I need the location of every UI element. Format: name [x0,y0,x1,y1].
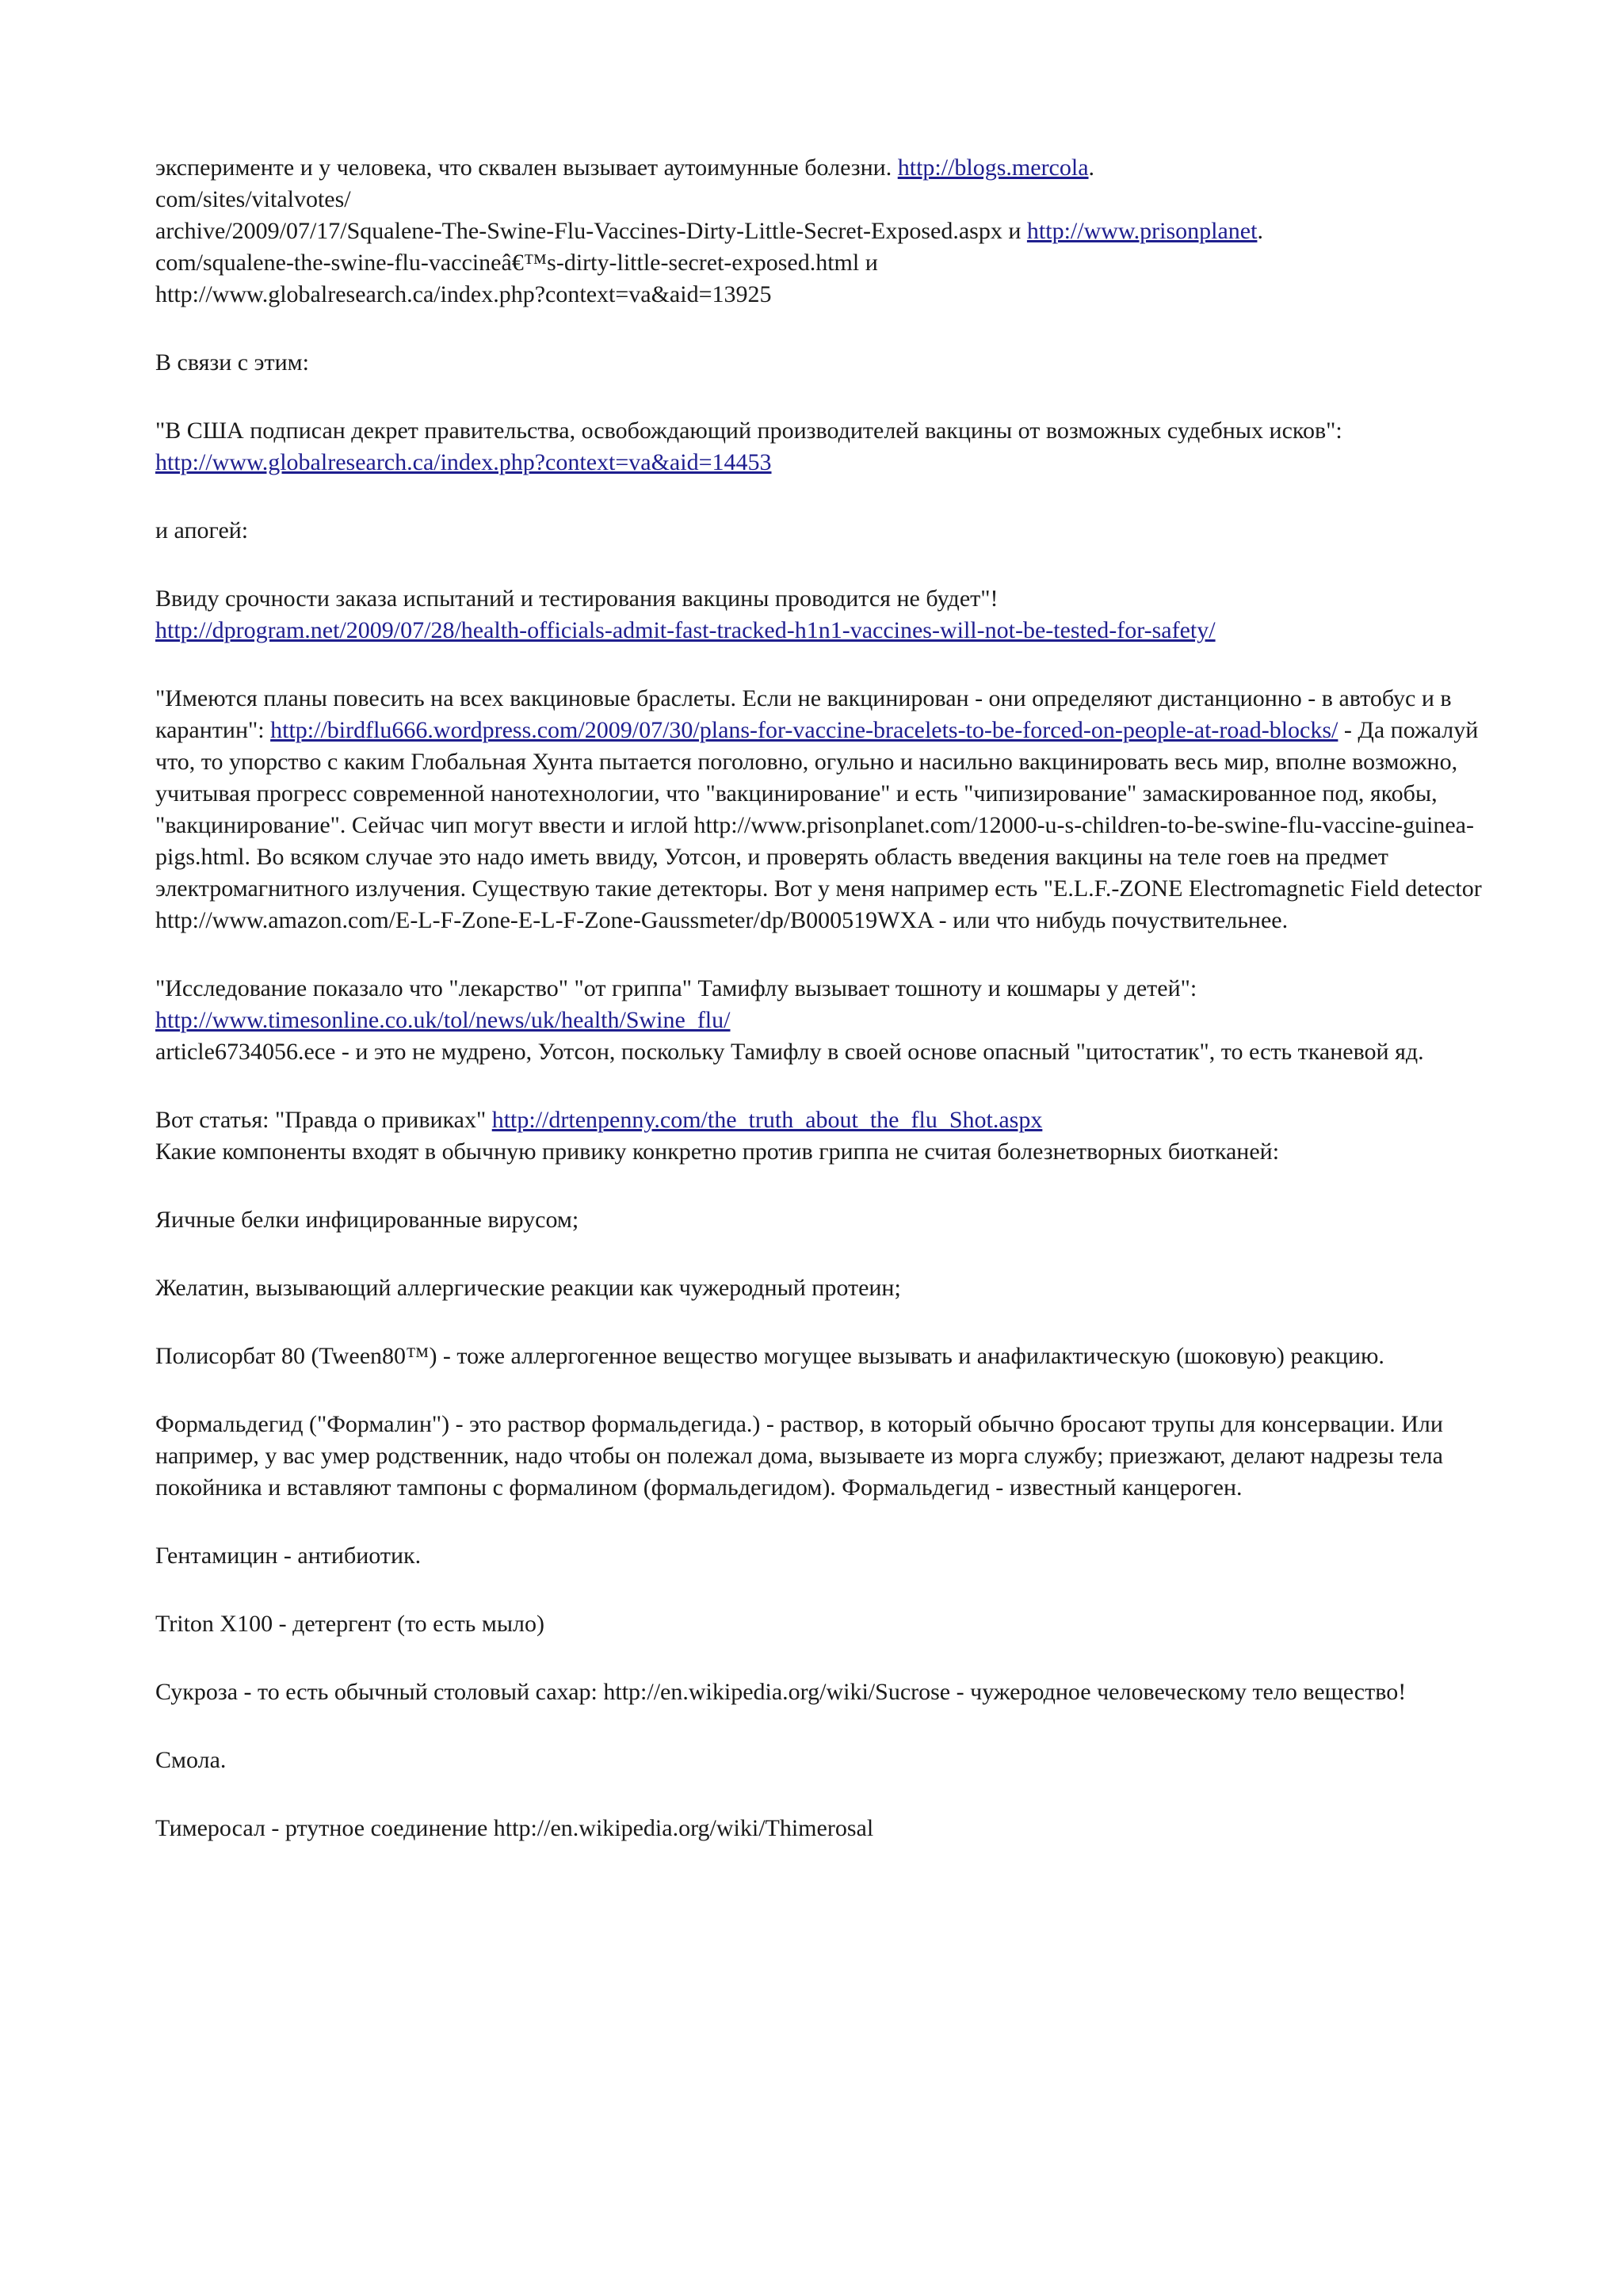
paragraph-bracelets [155,683,1487,936]
text: . [1088,154,1095,181]
text: "В США подписан декрет правительства, освобождающий производителей вакцины от возможных судебных исков": [155,418,1342,444]
document-page [155,152,1487,1881]
text: "Имеются планы повесить на всех вакциновые браслеты. Если не вакцинирован - они определяют дистанционно - в автобус и в карантин": [155,685,1452,743]
text: http://www.globalresearch.ca/index.php?context=va&aid=13925 [155,281,772,307]
paragraph-sucrose: Сукроза - то есть обычный столовый сахар: http://en.wikipedia.org/wiki/Sucrose - чужеродное человеческому тело вещество! [155,1679,1407,1705]
text: . [1257,218,1263,244]
paragraph-apogee: и апогей: [155,517,249,543]
link-timesonline[interactable]: http://www.timesonline.co.uk/tol/news/uk/health/Swine_flu/ [155,1007,731,1033]
text: Ввиду срочности заказа испытаний и тестирования вакцины проводится не будет"! [155,585,999,612]
link-prisonplanet[interactable]: http://www.prisonplanet [1026,218,1258,244]
paragraph-triton: Triton X100 - детергент (то есть мыло) [155,1611,544,1637]
paragraph-resin: Смола. [155,1747,227,1773]
text: Какие компоненты входят в обычную привику конкретно против гриппа не считая болезнетворных биотканей: [155,1138,1280,1165]
text: com/sites/vitalvotes/ [155,186,351,212]
link-globalresearch[interactable]: http://www.globalresearch.ca/index.php?context=va&aid=14453 [155,449,772,475]
text: Вот статья: "Правда о привиках" [155,1107,492,1133]
link-drtenpenny[interactable]: http://drtenpenny.com/the_truth_about_the_flu_Shot.aspx [491,1107,1043,1133]
paragraph-egg-proteins: Яичные белки инфицированные вирусом; [155,1207,579,1233]
text: archive/2009/07/17/Squalene-The-Swine-Flu-Vaccines-Dirty-Little-Secret-Exposed.aspx и [155,218,1027,244]
link-birdflu666[interactable]: http://birdflu666.wordpress.com/2009/07/30/plans-for-vaccine-bracelets-to-be-forced-on-people-at-road-blocks/ [270,717,1338,743]
paragraph-gentamicin: Гентамицин - антибиотик. [155,1543,422,1569]
text: article6734056.ece - и это не мудрено, Уотсон, поскольку Тамифлу в своей основе опасный "цитостатик", то есть тканевой яд. [155,1039,1424,1065]
paragraph-gelatin: Желатин, вызывающий аллергические реакции как чужеродный протеин; [155,1275,901,1301]
paragraph-usa-decree [155,415,1487,479]
link-mercola[interactable]: http://blogs.mercola [897,154,1089,181]
link-dprogram[interactable]: http://dprogram.net/2009/07/28/health-officials-admit-fast-tracked-h1n1-vaccines-will-not-be-tested-for-safety/ [155,617,1216,643]
paragraph-no-testing [155,583,1487,646]
paragraph-squalene [155,152,1487,311]
paragraph-thimerosal: Тимеросал - ртутное соединение http://en.wikipedia.org/wiki/Thimerosal [155,1815,874,1841]
paragraph-truth-about-shots [155,1104,1487,1168]
paragraph-polysorbate: Полисорбат 80 (Tween80™) - тоже аллергогенное вещество могущее вызывать и анафилактическую (шоковую) реакцию. [155,1343,1384,1369]
text: эксперименте и у человека, что сквален вызывает аутоимунные болезни. [155,154,898,181]
text: com/squalene-the-swine-flu-vaccineâ€™s-dirty-little-secret-exposed.html и [155,250,878,276]
paragraph-in-this-regard: В связи с этим: [155,349,309,376]
text: "Исследование показало что "лекарство" "от гриппа" Тамифлу вызывает тошноту и кошмары у детей": [155,975,1197,1001]
text: - Да пожалуй что, то упорство с каким Глобальная Хунта пытается поголовно, огульно и насильно вакцинировать весь мир, вполне возможно, учитывая прогресс современной нанотехнологии, что "вакцинирование" и есть "чипизирование" замаскированное под, якобы, "вакцинирование". Сейчас чип могут ввести и иглой http://www.prisonplanet.com/12000-u-s-children-to-be-swine-flu-vaccine-guinea-pigs.html. Во всяком случае это надо иметь ввиду, Уотсон, и проверять область введения вакцины на теле гоев на предмет электромагнитного излучения. Существую такие детекторы. Вот у меня например есть "E.L.F.-ZONE Electromagnetic Field detector http://www.amazon.com/E-L-F-Zone-E-L-F-Zone-Gaussmeter/dp/B000519WXA - или что нибудь почуствительнее. [155,717,1482,933]
paragraph-tamiflu [155,973,1487,1068]
paragraph-formaldehyde: Формальдегид ("Формалин") - это раствор формальдегида.) - раствор, в который обычно бросают трупы для консервации. Или например, у вас умер родственник, надо чтобы он полежал дома, вызываете из морга службу; приезжают, делают надрезы тела покойника и вставляют тампоны с формалином (формальдегидом). Формальдегид - известный канцероген. [155,1411,1443,1501]
